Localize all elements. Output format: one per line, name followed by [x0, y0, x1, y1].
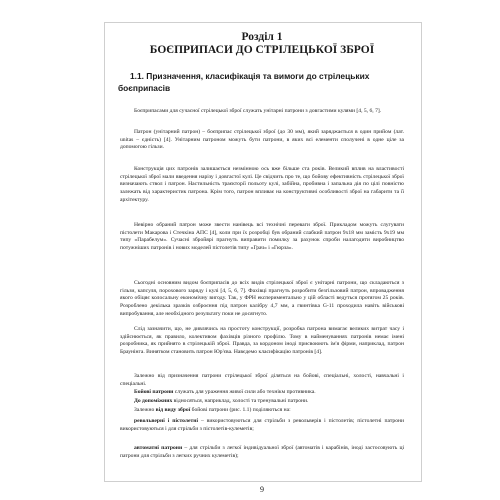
- chapter-number: Розділ 1: [241, 31, 283, 43]
- list-item-prefix: Залежно: [134, 407, 156, 413]
- page-number: 9: [260, 485, 264, 494]
- list-item: [120, 407, 404, 415]
- list-item-text: – для стрільби з легкої індивідуальної зброї (автоматів і карабінів, іноді застосовують ці патрони для стрільби з легких ручних кулеметів);: [120, 445, 404, 459]
- list-item-term: автоматні патрони: [134, 445, 183, 451]
- paragraph: Невірно обраний патрон може звести нанівець всі технічні переваги зброї. Прикладом можуть слугувати пістолети Макарова і Стечкіна АПС [4], коли при їх розробці був обраний слабкий патрон 9х18 мм замість 9х19 мм типу «Парабелум». Сучасні збройярі прагнуть виправити помилку за рахунок спроби налагодити виробництво потужніших патронів і нових моделей пістолетів типу «Грач» і «Гюрза».: [120, 222, 404, 252]
- list-item-term: До допоміжних: [134, 398, 173, 404]
- list-item-term: Бойові патрони: [134, 389, 174, 395]
- list-item: [120, 445, 404, 460]
- list-item-term: від виду зброї: [155, 407, 191, 413]
- list-item: [120, 418, 404, 433]
- paragraph: Конструкція цих патронів залишається незмінною ось вже більше ста років. Великий вплив на властивості стрілецької зброї мали введення нарізу і довгастої кулі. Це свідчить про те, що бойову ефективність стрілецької зброї визначають ствол і патрон. Настильність траєкторії польоту кулі, забійна, пробивна і запальна дія по цілі повністю залежать від характеристик патрона. Крім того, патрон впливає на конструктивні особливості зброї на габарити та її архітектуру.: [120, 166, 404, 203]
- list-item-text: – використовуються для стрільби з револьверів і пістолетів; пістолетні патрони використовуються і для стрільби з пістолетів-кулеметів;: [120, 418, 404, 432]
- list-item-term: револьверні і пістолетні: [134, 418, 199, 424]
- list-item: [120, 398, 404, 406]
- list-item-text: відносяться, наприклад, холості та тренувальні патрони.: [172, 398, 309, 404]
- paragraph: Залежно від призначення патрони стрілецької зброї діляться на бойові, спеціальні, холості, навчальні і спеціальні.: [120, 373, 404, 387]
- list-item-text: служать для ураження живої сили або технікм противника.: [173, 389, 316, 395]
- paragraph: Патрон (унітарний патрон) – боєприпас стрілецької зброї (до 30 мм), який заряджається в один прийом (лат. unitas – єдність) [4]. Унітарним патроном можуть бути патрони, в яких всі елементи сполучені в одне ціле за допомогою гільзи.: [120, 129, 404, 151]
- chapter-title: БОЄПРИПАСИ ДО СТРІЛЕЦЬКОЇ ЗБРОЇ: [149, 44, 375, 56]
- list-item-text: бойові патрони (рис. 1.1) поділяються на:: [190, 407, 291, 413]
- paragraph: Сьогодні основним видом боєприпасів до всіх видів стрілецької зброї є унітарні патрони, що складаються з гільзи, капсуля, порохового заряду і кулі [4, 5, 6, 7]. Фахівці прагнуть розробити безгільзовий патрон, впровадження якого обіцяє колосальну економічну вигоду. Так, у ФРН експериментально у цій області ведуться протягом 25 років. Розроблено декілька зразків озброєння під патрон калібру 4,7 мм, а гвинтівка G-11 проходила навіть військові випробування, але необхідного результату поки не досягнуто.: [120, 280, 404, 317]
- section-heading: 1.1. Призначення, класифікація та вимоги до стрілецьких боєприпасів: [118, 71, 370, 93]
- paragraph: Слід зазначити, що, не дивлячись на простоту конструкції, розробка патрона вимагає великих витрат часу і здійснюється, як правило, колективом фахівців різного профілю. Тому в найменуваннях патронів немає імені розробника, як прийнято в стрілецькій зброї. Правда, за кордоном іноді присвоюють ім'я фірми, наприклад, патрон Браунінга. Винятком становить патрон Юр'єва. Навєдемо класифікацію патронів [4].: [120, 326, 404, 356]
- list-item: [120, 389, 404, 397]
- paragraph: Боєприпасами для сучасної стрілецької зброї служать унітарні патрони з довгастими кулями [4, 5, 6, 7].: [134, 108, 382, 114]
